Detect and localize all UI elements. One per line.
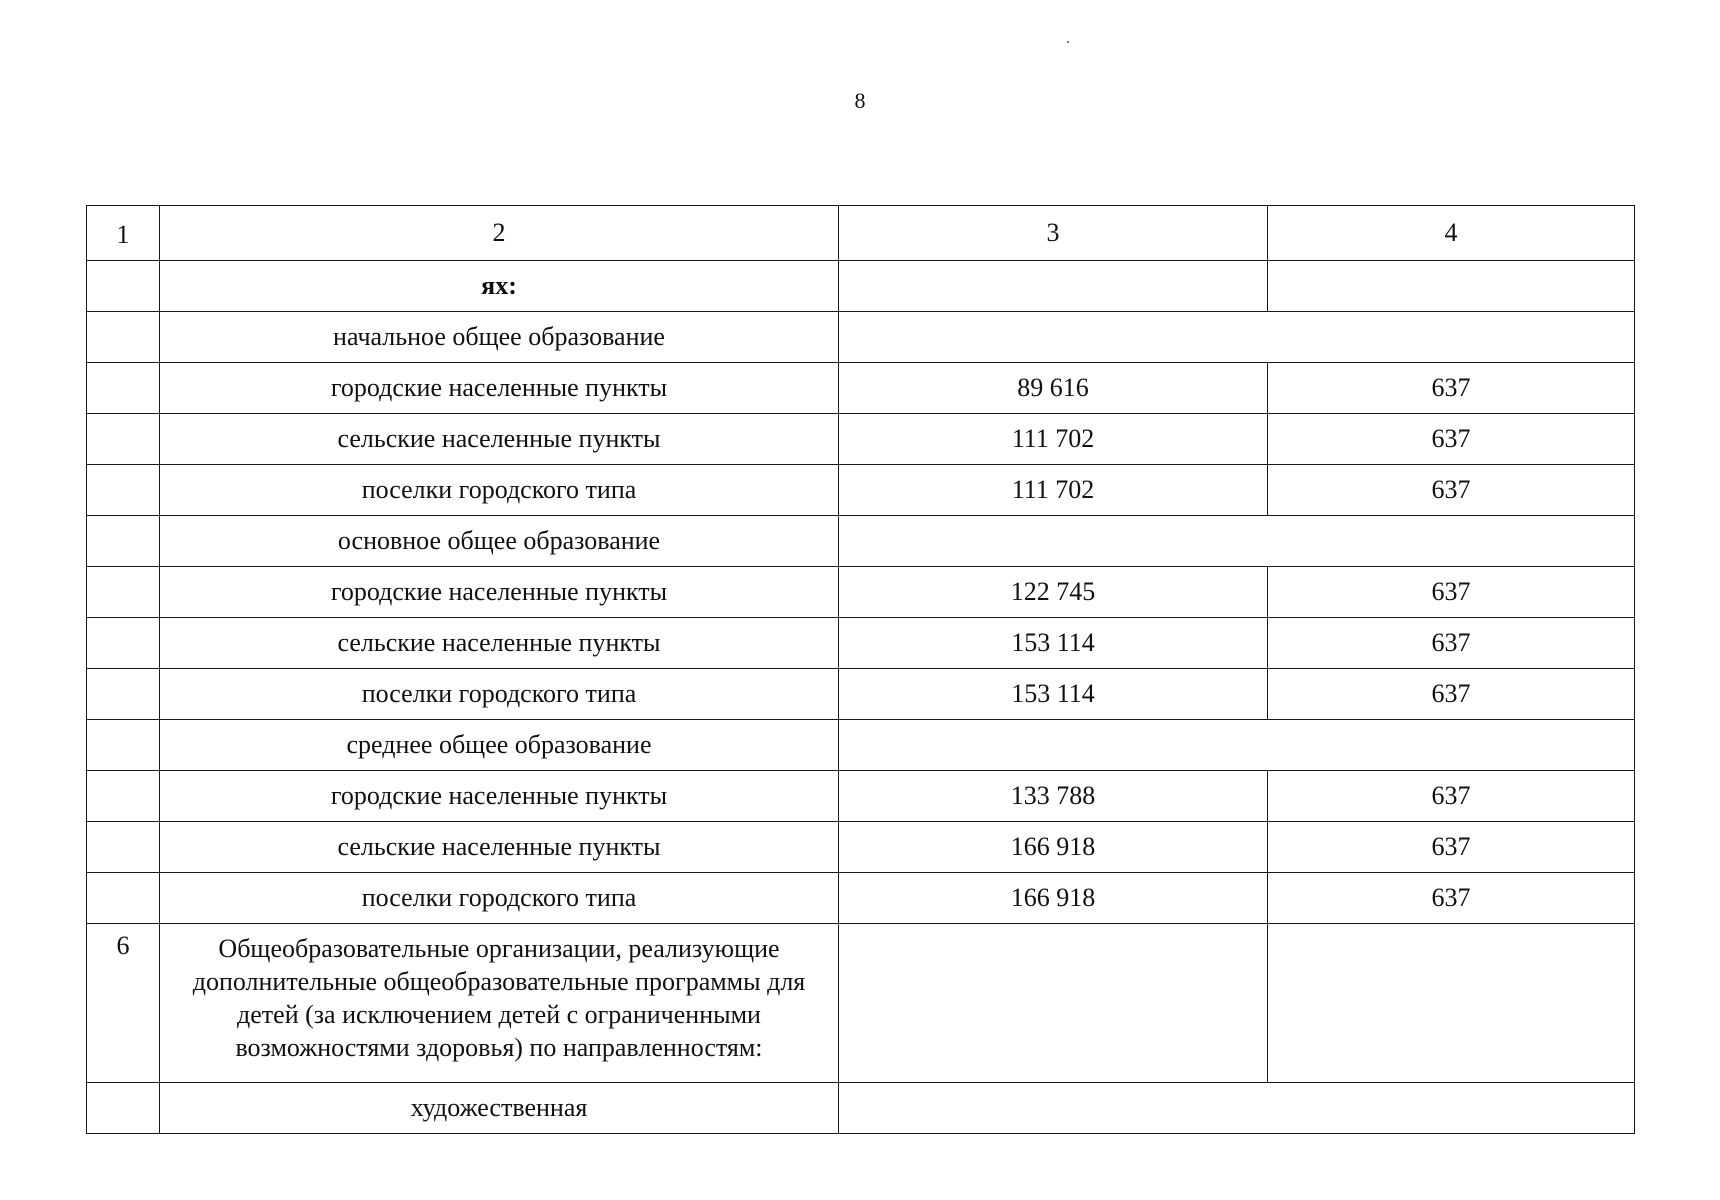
empty-merged-cell	[839, 720, 1635, 771]
value-cell-col3: 166 918	[839, 873, 1268, 924]
value-cell-col4: 637	[1268, 771, 1635, 822]
header-cell-3: 3	[839, 206, 1268, 261]
row-name-cell: начальное общее образование	[160, 312, 839, 363]
row-number-cell	[87, 1083, 160, 1134]
row-number-cell	[87, 516, 160, 567]
value-cell-col3: 133 788	[839, 771, 1268, 822]
empty-merged-cell	[839, 1083, 1635, 1134]
row-name-cell: ях:	[160, 261, 839, 312]
value-cell-col3: 153 114	[839, 669, 1268, 720]
table-row	[87, 873, 1635, 924]
table-row	[87, 312, 1635, 363]
table-row	[87, 465, 1635, 516]
value-cell-col3	[839, 924, 1268, 1083]
row-name-cell: художественная	[160, 1083, 839, 1134]
row-number-cell	[87, 669, 160, 720]
row-name-cell: поселки городского типа	[160, 669, 839, 720]
row-name-cell: поселки городского типа	[160, 465, 839, 516]
value-cell-col3: 153 114	[839, 618, 1268, 669]
table-row	[87, 822, 1635, 873]
table-row	[87, 363, 1635, 414]
value-cell-col3: 111 702	[839, 414, 1268, 465]
row-number-cell	[87, 312, 160, 363]
empty-merged-cell	[839, 516, 1635, 567]
header-cell-4: 4	[1268, 206, 1635, 261]
page-number: 8	[854, 88, 866, 113]
table-row	[87, 414, 1635, 465]
value-cell-col3: 166 918	[839, 822, 1268, 873]
header-cell-1: 1	[87, 206, 160, 261]
row-number-cell	[87, 465, 160, 516]
table-row	[87, 567, 1635, 618]
value-cell-col4: 637	[1268, 822, 1635, 873]
value-cell-col3: 122 745	[839, 567, 1268, 618]
table-row	[87, 516, 1635, 567]
row-name-cell: городские населенные пункты	[160, 771, 839, 822]
table-row	[87, 618, 1635, 669]
row-name-cell: сельские населенные пункты	[160, 822, 839, 873]
row-name-cell: Общеобразовательные организации, реализующие дополнительные общеобразовательные программы для детей (за исключением детей с ограниченными возможностями здоровья) по направленностям:	[160, 924, 839, 1083]
row-number-cell	[87, 363, 160, 414]
row-name-cell: городские населенные пункты	[160, 363, 839, 414]
table-row	[87, 1083, 1635, 1134]
table-row	[87, 669, 1635, 720]
value-cell-col4: 637	[1268, 465, 1635, 516]
table-row	[87, 261, 1635, 312]
scan-speck	[1067, 41, 1069, 43]
value-cell-col4	[1268, 924, 1635, 1083]
empty-merged-cell	[839, 312, 1635, 363]
value-cell-col3: 89 616	[839, 363, 1268, 414]
row-number-cell	[87, 873, 160, 924]
header-row	[87, 206, 1635, 261]
row-number-cell	[87, 771, 160, 822]
row-number-cell	[87, 618, 160, 669]
row-name-cell: среднее общее образование	[160, 720, 839, 771]
row-number-cell	[87, 414, 160, 465]
row-name-cell: городские населенные пункты	[160, 567, 839, 618]
value-cell-col4: 637	[1268, 618, 1635, 669]
row-number-cell	[87, 720, 160, 771]
table-row	[87, 771, 1635, 822]
value-cell-col4: 637	[1268, 873, 1635, 924]
row-name-cell: поселки городского типа	[160, 873, 839, 924]
value-cell-col4: 637	[1268, 363, 1635, 414]
value-cell-col4: 637	[1268, 414, 1635, 465]
header-cell-2: 2	[160, 206, 839, 261]
value-cell-col4: 637	[1268, 567, 1635, 618]
value-cell-col3: 111 702	[839, 465, 1268, 516]
row-name-cell: основное общее образование	[160, 516, 839, 567]
row-number-cell	[87, 567, 160, 618]
table-row	[87, 720, 1635, 771]
row-number-cell: 6	[87, 924, 160, 1083]
value-cell-col4	[1268, 261, 1635, 312]
row-number-cell	[87, 261, 160, 312]
table-row	[87, 924, 1635, 1083]
row-name-cell: сельские населенные пункты	[160, 414, 839, 465]
value-cell-col3	[839, 261, 1268, 312]
value-cell-col4: 637	[1268, 669, 1635, 720]
row-name-cell: сельские населенные пункты	[160, 618, 839, 669]
data-table	[86, 205, 1635, 1134]
row-number-cell	[87, 822, 160, 873]
